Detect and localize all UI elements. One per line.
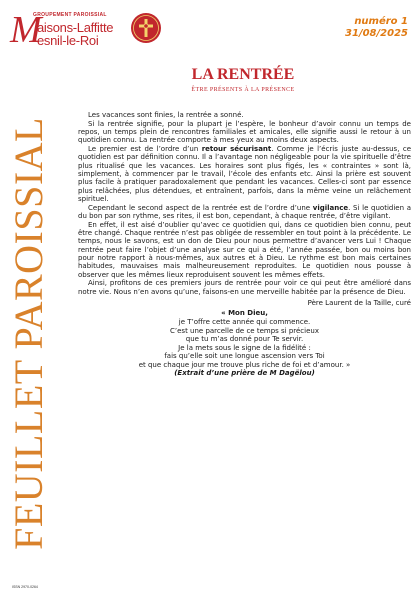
vertical-title: FEUILLET PAROISSIAL: [5, 116, 51, 550]
bold-phrase: vigilance: [312, 203, 349, 212]
logo-line-mesnil: esnil-le-Roi: [37, 33, 99, 48]
paragraph: Les vacances sont finies, la rentrée a sonné.: [88, 111, 244, 119]
prayer-line: et que chaque jour me trouve plus riche de foi et d’amour. »: [138, 360, 351, 369]
logo-letter-m: M: [10, 9, 42, 51]
paragraph: Ainsi, profitons de ces premiers jours de rentrée pour voir ce qui peut être amélioré dans notre vie. Nous n’en avons qu’une, faisons-en une merveille habitée par la présence de Dieu.: [78, 279, 411, 296]
vertical-title-wrap: [2, 108, 54, 558]
prayer-line: que tu m’as donné pour Te servir.: [185, 335, 304, 344]
signature: Père Laurent de la Taille, curé: [307, 299, 411, 308]
article-body: [78, 111, 411, 378]
logo-line-maisons: aisons-Laffitte: [37, 20, 114, 35]
article-subtitle: ÊTRE PRÉSENTS À LA PRÉSENCE: [191, 87, 295, 93]
paragraph: En effet, il est aisé d’oublier qu’avec ce quotidien qui, dans ce quotidien bien connu, peut être changé. Chaque rentrée n’est pas obligée de ressembler en tout point à la précédente. Le temps, nous le savons, est un don de Dieu pour nous permettre d’avancer vers Lui ! Chaque rentrée peut faire l’objet d’une analyse sur ce qui a été, l’année passée, bon ou moins bon pour notre rapport à nous-mêmes, aux autres et à Dieu. Le rythme est bon mais certaines habitudes, mauvaises mais malheureusement reproduites. Le quotidien nous pousse à observer que les mêmes lieux reproduisent souvent les mêmes effets.: [78, 220, 411, 279]
issue-number: numéro 1: [354, 16, 408, 27]
prayer-line: C’est une parcelle de ce temps si précieux: [170, 326, 319, 335]
bold-phrase: retour sécurisant: [201, 145, 272, 154]
issue-info: [345, 16, 408, 40]
article-title: LA RENTRÉE: [191, 66, 295, 83]
prayer-block: [78, 309, 411, 378]
group-label: GROUPEMENT PAROISSIAL: [33, 12, 107, 18]
prayer-line: je T’offre cette année qui commence.: [178, 317, 311, 326]
issue-date: 31/08/2025: [345, 28, 408, 39]
prayer-line: fais qu’elle soit une longue ascension vers Toi: [164, 352, 325, 361]
prayer-source: (Extrait d’une prière de M Dagëlou): [174, 369, 315, 378]
paragraph: Le premier est de l’ordre d’un retour sécurisant. Comme je l’écris juste au-dessus, ce quotidien est par définition connu. Il a l’avantage non négligeable pour la vie spirituelle d’être plus ritualisé que les vacances. Les horaires sont plus figés, les « contraintes » sont là, simplement, à commencer par le travail, l’école des enfants etc. Ainsi la prière est souvent plus facile à pratiquer paradoxalement que pendant les vacances. Celles-ci sont par essence plus relâchées, plus détendues, et entraînent, parfois, dans la même veine un relâchement spirituel.: [78, 145, 411, 203]
paragraph: Cependant le second aspect de la rentrée est de l’ordre d’une vigilance. Si le quotidien a du bon par son rythme, ses rites, il est bon, cependant, à chaque rentrée, d’être vigilant.: [78, 203, 412, 221]
prayer-heading: « Mon Dieu,: [221, 309, 268, 318]
paragraph: Si la rentrée signifie, pour la plupart je l’espère, le bonheur d’avoir connu un temps de repos, un temps plein de rencontres familiales et amicales, elle signifie aussi le retour à un quotidien connu. La rentrée comporte à mes yeux au moins deux aspects.: [78, 119, 411, 145]
cross-seal-icon: [130, 12, 162, 44]
prayer-line: Je la mets sous le signe de la fidélité :: [178, 343, 311, 352]
issn-number: ISSN 2970-0264: [12, 585, 38, 589]
